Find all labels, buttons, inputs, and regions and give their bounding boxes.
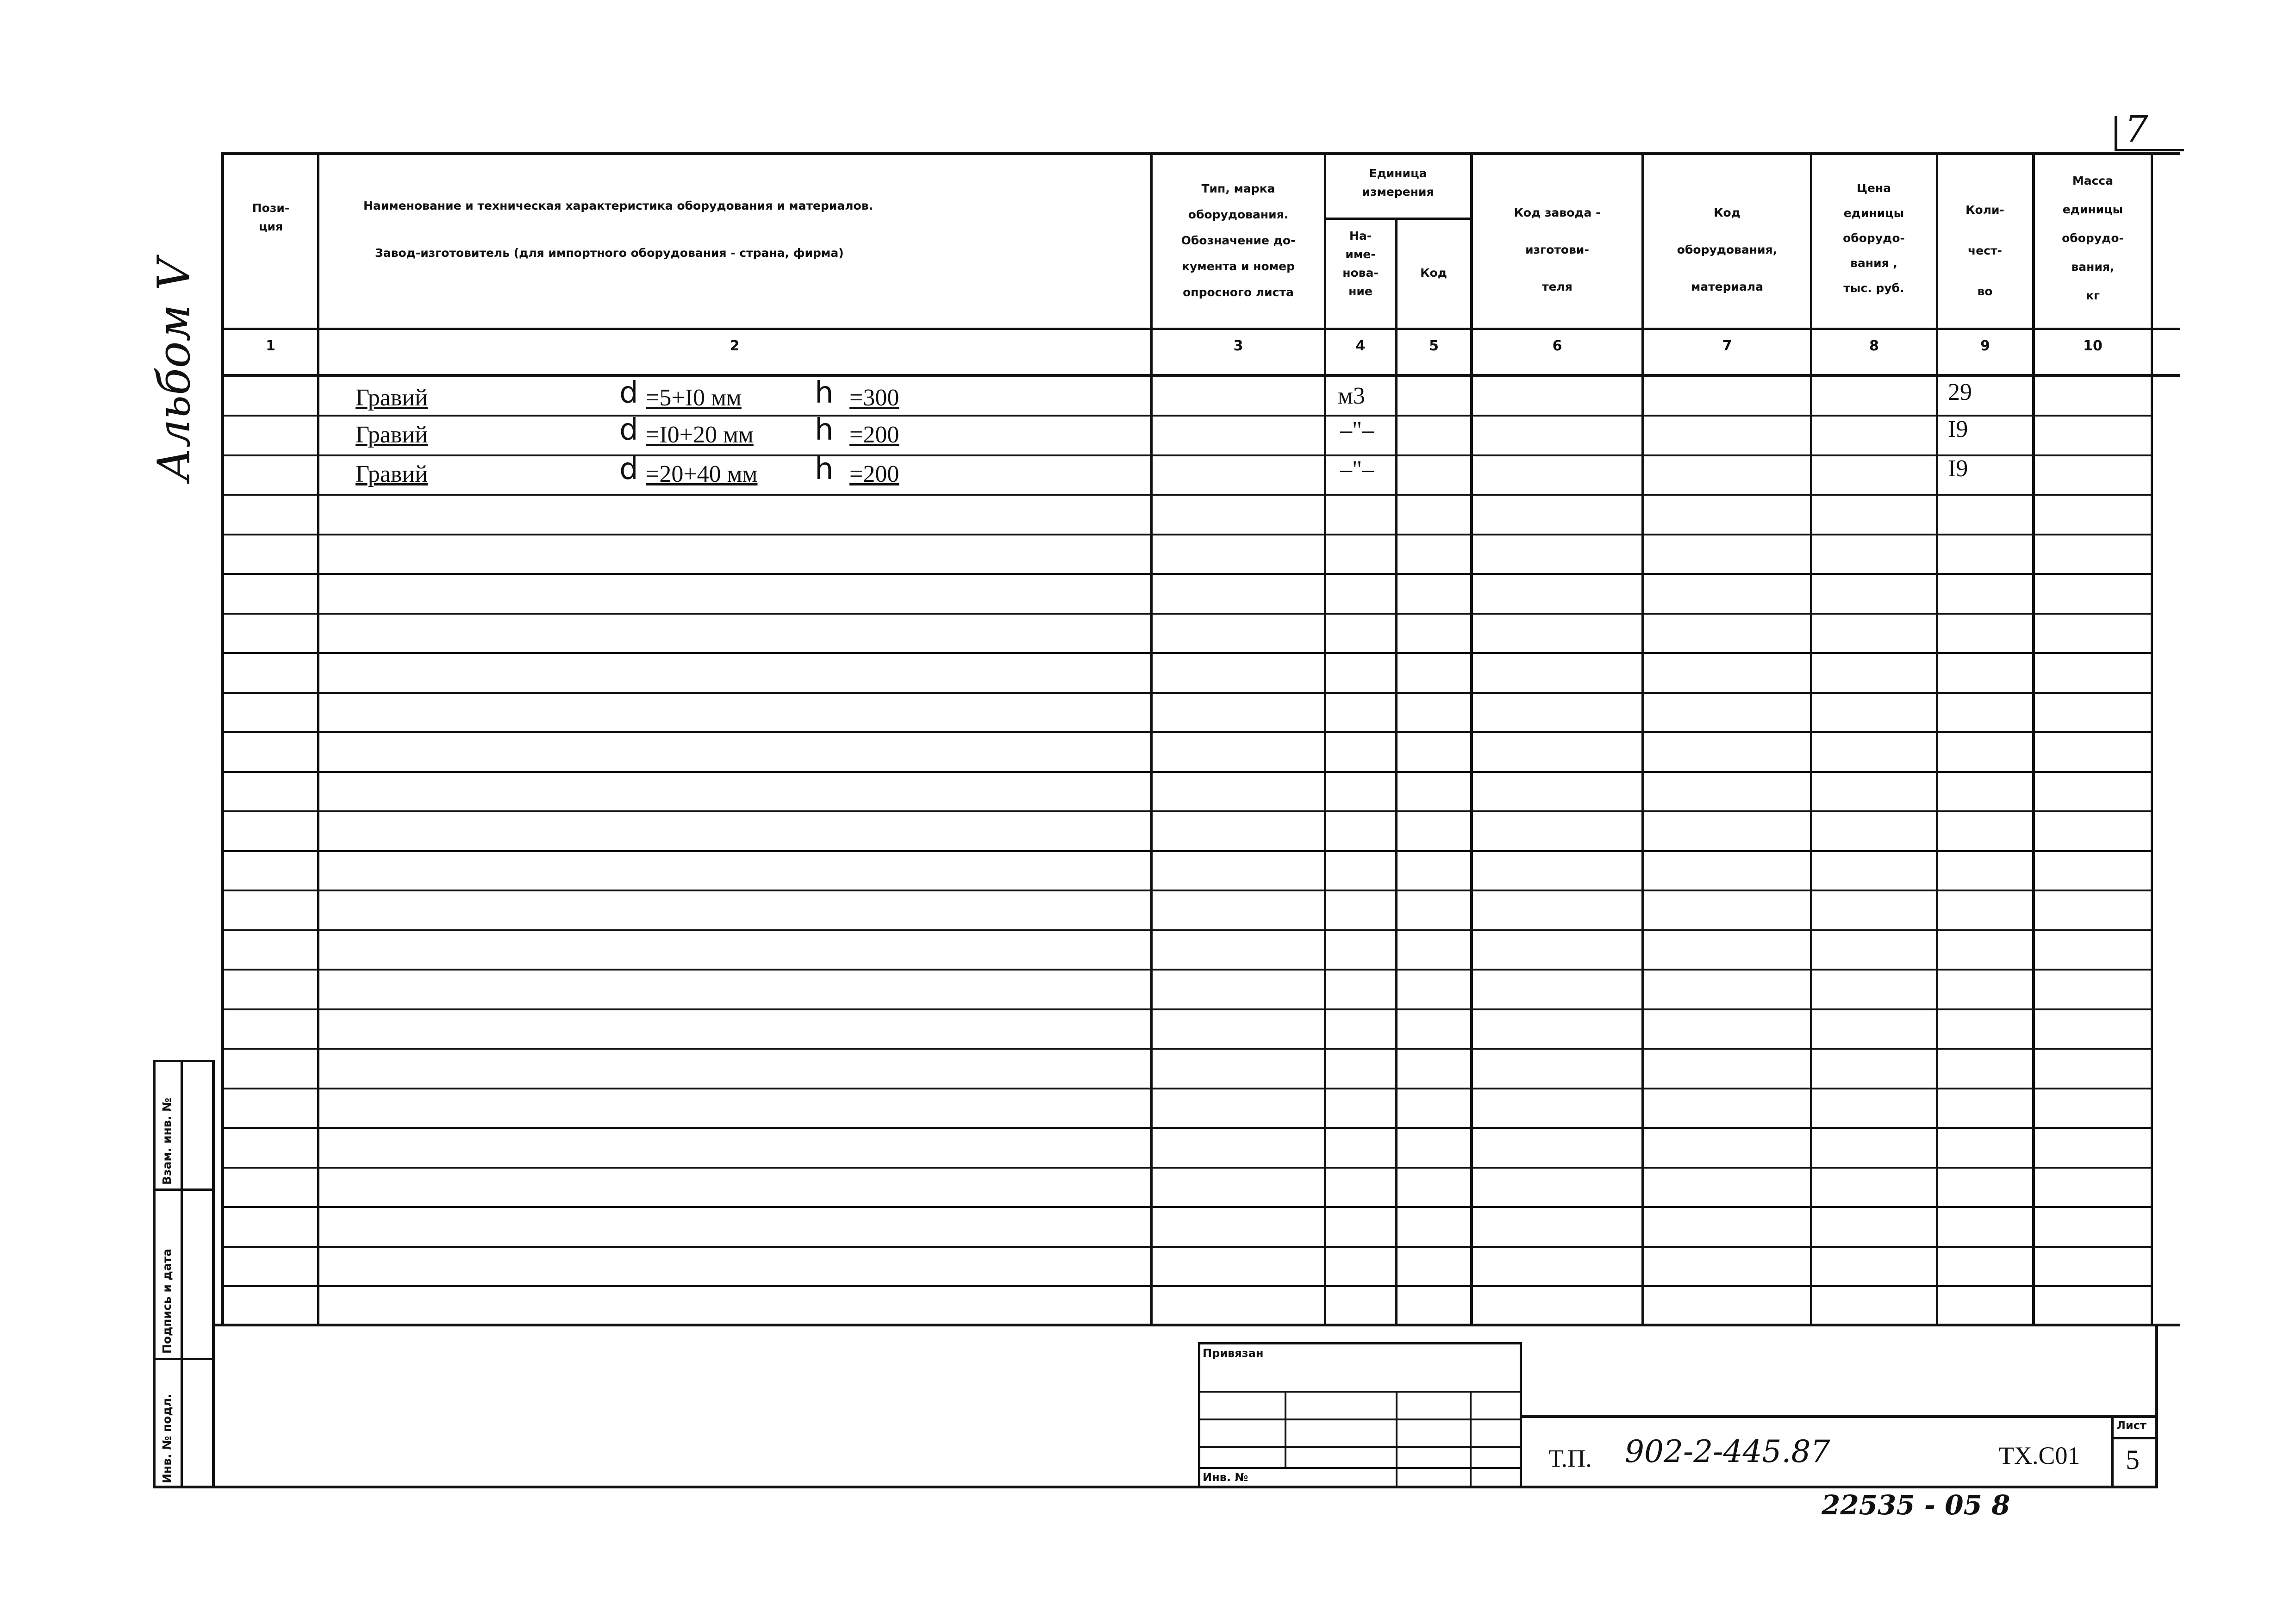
row-1-unit: м3 (1338, 383, 1365, 409)
col-border-8 (1936, 152, 1938, 1325)
col-border-6 (1641, 152, 1644, 1325)
footer-code: 22535 - 05 8 (1822, 1489, 2010, 1521)
row-3-d-symbol: d (619, 452, 638, 486)
header-type-mark: Тип, марка оборудования. Обозначение до- кумента и номер опросного листа (1181, 182, 1296, 299)
header-quantity: Коли- чест- во (1965, 203, 2004, 298)
privyazan-col-3 (1470, 1391, 1472, 1487)
col-border-3 (1324, 152, 1326, 1325)
header-bottom-border (221, 328, 2180, 330)
row-1-h-value: =300 (849, 385, 899, 411)
privyazan-row-4 (1198, 1467, 1522, 1469)
privyazan-top (1198, 1342, 1522, 1344)
col-border-right (2151, 152, 2153, 1325)
col-number-2: 2 (730, 338, 740, 354)
table-row-line (221, 652, 2152, 654)
row-3-unit: –"– (1340, 456, 1374, 483)
privyazan-left (1198, 1342, 1200, 1487)
header-unit-code: Код (1420, 266, 1447, 280)
doc-code: ТХ.С01 (1999, 1442, 2080, 1469)
privyazan-row-3 (1198, 1446, 1522, 1448)
table-row-line (221, 1127, 2152, 1129)
table-row-line (221, 494, 2152, 496)
title-block-right (2155, 1324, 2158, 1487)
numbers-bottom-border (221, 374, 2180, 377)
table-bottom-border (213, 1324, 2180, 1326)
table-row-line (221, 771, 2152, 773)
row-3-d-value: =20+40 мм (646, 461, 758, 487)
col-number-4: 4 (1355, 338, 1366, 354)
side-stamp-mid (181, 1060, 183, 1487)
row-2-d-symbol: d (619, 413, 638, 447)
table-row-line (221, 1285, 2152, 1287)
table-row-line (221, 613, 2152, 615)
col-border-1 (317, 152, 319, 1325)
table-row-line (221, 1206, 2152, 1208)
sheet-box-left (2111, 1415, 2114, 1487)
table-row-line (221, 850, 2152, 852)
table-row-line (221, 573, 2152, 575)
table-row-line (221, 929, 2152, 931)
table-row-line (221, 810, 2152, 812)
table-row-line (221, 1008, 2152, 1010)
col-number-1: 1 (266, 338, 275, 354)
privyazan-label: Привязан (1203, 1347, 1264, 1360)
col-number-5: 5 (1429, 338, 1439, 354)
row-1-d-symbol: d (619, 376, 638, 410)
privyazan-row-2 (1198, 1419, 1522, 1420)
side-stamp-div-2 (153, 1358, 215, 1360)
table-row-line (221, 454, 2152, 456)
col-number-10: 10 (2083, 338, 2103, 354)
row-2-quantity: I9 (1948, 416, 1968, 442)
page-number-tick (2115, 116, 2117, 150)
row-1-h-symbol: h (815, 376, 834, 410)
table-row-line (221, 534, 2152, 535)
unit-group-divider (1325, 218, 1472, 220)
table-top-border (221, 152, 2180, 155)
tp-number: 902-2-445.87 (1625, 1434, 1830, 1469)
table-row-line (221, 731, 2152, 733)
col-border-2 (1150, 152, 1153, 1325)
sheet-box-divider (2111, 1437, 2158, 1439)
table-row-line (221, 1048, 2152, 1050)
col-border-9 (2032, 152, 2035, 1325)
col-border-left (221, 152, 224, 1325)
header-unit-price: Цена единицы оборудо- вания , тыс. руб. (1843, 181, 1905, 295)
row-1-d-value: =5+I0 мм (646, 385, 742, 411)
row-2-unit: –"– (1340, 417, 1374, 443)
row-1-quantity: 29 (1948, 379, 1972, 405)
album-label: Альбом V (148, 258, 200, 481)
row-2-h-value: =200 (849, 422, 899, 448)
table-row-line (221, 1167, 2152, 1169)
col-border-5 (1470, 152, 1473, 1325)
privyazan-col-2 (1396, 1391, 1398, 1487)
table-row-line (221, 692, 2152, 694)
row-2-h-symbol: h (815, 413, 834, 447)
header-position: Пози- ция (252, 201, 290, 233)
header-unit-mass: Масса единицы оборудо- вания, кг (2062, 174, 2124, 302)
title-block-bottom (153, 1486, 2158, 1488)
header-equipment-code: Код оборудования, материала (1677, 206, 1778, 293)
designation-top (1520, 1415, 2158, 1418)
header-name-line1: Наименование и техническая характеристика оборудования и материалов. (363, 199, 873, 212)
tp-prefix: Т.П. (1548, 1444, 1592, 1472)
table-row-line (221, 969, 2152, 971)
table-row-line (221, 1088, 2152, 1089)
row-2-d-value: =I0+20 мм (646, 422, 754, 448)
side-stamp-left (153, 1060, 156, 1487)
row-1-name: Гравий (356, 385, 428, 411)
row-2-name: Гравий (356, 422, 428, 448)
side-stamp-top (153, 1060, 215, 1062)
privyazan-row-1 (1198, 1391, 1522, 1393)
row-3-quantity: I9 (1948, 455, 1968, 482)
table-row-line (221, 415, 2152, 417)
sheet-label: Лист (2116, 1419, 2146, 1432)
side-stamp-signature-date: Подпись и дата (160, 1248, 174, 1354)
col-number-3: 3 (1233, 338, 1243, 354)
title-block-left (212, 1324, 215, 1487)
table-row-line (221, 1246, 2152, 1248)
row-3-h-value: =200 (849, 461, 899, 487)
col-number-9: 9 (1980, 338, 1990, 354)
privyazan-right (1520, 1342, 1522, 1487)
header-manufacturer-code: Код завода - изготови- теля (1514, 206, 1601, 293)
header-unit-group: Единица измерения (1362, 167, 1434, 199)
inv-no-label: Инв. № (1203, 1471, 1248, 1484)
table-row-line (221, 890, 2152, 891)
col-border-7 (1810, 152, 1812, 1325)
header-unit-name: На- име- нова- ние (1342, 229, 1379, 298)
row-3-name: Гравий (356, 461, 428, 487)
col-number-6: 6 (1552, 338, 1562, 354)
col-number-7: 7 (1722, 338, 1732, 354)
side-stamp-div-1 (153, 1188, 215, 1191)
side-stamp-inv-original: Инв. № подл. (160, 1394, 174, 1483)
side-stamp-vzam-inv: Взам. инв. № (160, 1098, 174, 1185)
privyazan-col-1 (1285, 1391, 1286, 1467)
page-number: 7 (2125, 107, 2148, 150)
row-3-h-symbol: h (815, 452, 834, 486)
sheet-number: 5 (2126, 1444, 2140, 1475)
col-number-8: 8 (1869, 338, 1879, 354)
header-name-line2: Завод-изготовитель (для импортного оборудования - страна, фирма) (375, 246, 844, 260)
